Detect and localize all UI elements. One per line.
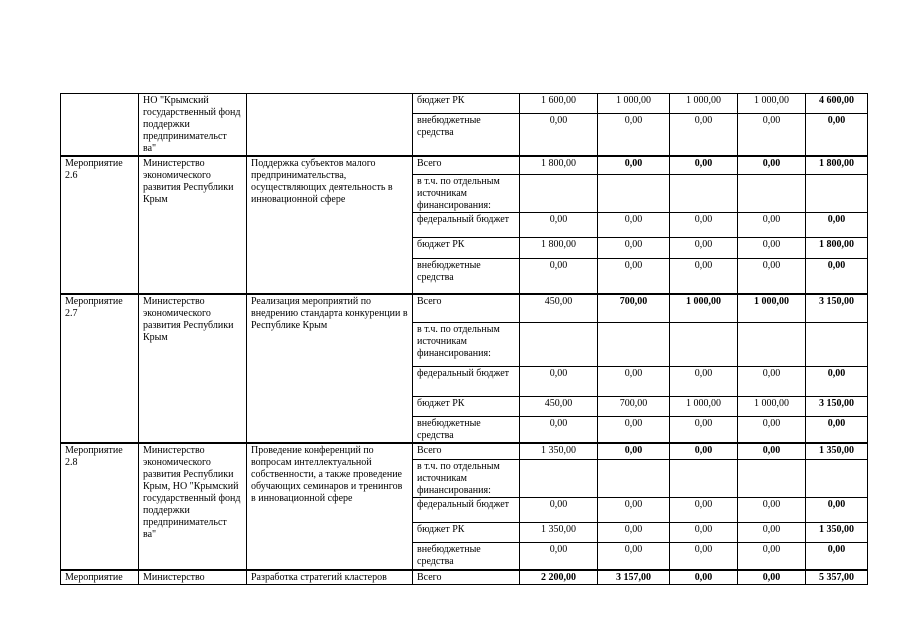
value-cell: 2 200,00 [520,570,598,585]
funding-source-cell: бюджет РК [413,396,520,416]
value-cell: 0,00 [738,366,806,396]
value-cell: 1 000,00 [738,396,806,416]
funding-source-cell: бюджет РК [413,237,520,258]
value-cell: 0,00 [738,497,806,522]
value-cell: 0,00 [520,497,598,522]
funding-source-cell: в т.ч. по отдельным источникам финансирования: [413,174,520,212]
table-row [61,294,868,322]
total-cell: 0,00 [806,258,868,294]
value-cell: 1 350,00 [520,443,598,459]
value-cell [738,174,806,212]
total-cell: 0,00 [806,416,868,443]
value-cell: 1 000,00 [670,396,738,416]
value-cell: 700,00 [598,294,670,322]
value-cell: 0,00 [598,212,670,237]
value-cell [738,322,806,366]
total-cell: 0,00 [806,366,868,396]
value-cell: 0,00 [738,258,806,294]
value-cell [670,459,738,497]
value-cell: 1 000,00 [738,294,806,322]
value-cell [738,459,806,497]
funding-source-cell: федеральный бюджет [413,497,520,522]
funding-source-cell: внебюджетные средства [413,258,520,294]
description-cell: Разработка стратегий кластеров [247,570,413,585]
value-cell [520,174,598,212]
value-cell: 0,00 [598,522,670,542]
value-cell: 0,00 [738,522,806,542]
funding-table [60,93,868,585]
value-cell: 0,00 [670,443,738,459]
table-row [61,156,868,174]
value-cell: 0,00 [738,114,806,156]
description-cell: Реализация мероприятий по внедрению стандарта конкуренции в Республике Крым [247,294,413,443]
measure-name-cell [61,94,139,157]
total-cell [806,459,868,497]
value-cell: 450,00 [520,294,598,322]
value-cell: 0,00 [670,212,738,237]
funding-source-cell: Всего [413,294,520,322]
value-cell: 0,00 [670,497,738,522]
funding-source-cell: федеральный бюджет [413,212,520,237]
executor-cell: НО "Крымский государственный фонд поддержки предпринимательст ва" [139,94,247,157]
value-cell [598,459,670,497]
value-cell: 0,00 [598,156,670,174]
executor-cell: Министерство экономического развития Республики Крым, НО "Крымский государственный фонд поддержки предпринимательст ва" [139,443,247,570]
value-cell: 1 600,00 [520,94,598,114]
funding-source-cell: в т.ч. по отдельным источникам финансирования: [413,322,520,366]
total-cell: 0,00 [806,497,868,522]
value-cell [598,174,670,212]
value-cell: 0,00 [670,366,738,396]
value-cell: 0,00 [520,416,598,443]
value-cell: 0,00 [670,258,738,294]
total-cell: 1 350,00 [806,443,868,459]
value-cell [670,322,738,366]
value-cell: 1 800,00 [520,237,598,258]
measure-name-cell: Мероприятие 2.8 [61,443,139,570]
total-cell: 1 800,00 [806,156,868,174]
funding-source-cell: Всего [413,156,520,174]
total-cell: 0,00 [806,542,868,570]
total-cell: 1 350,00 [806,522,868,542]
value-cell: 0,00 [598,366,670,396]
executor-cell: Министерство экономического развития Республики Крым [139,294,247,443]
value-cell: 0,00 [598,542,670,570]
table-row [61,570,868,585]
value-cell: 1 350,00 [520,522,598,542]
executor-cell: Министерство [139,570,247,585]
value-cell: 0,00 [598,114,670,156]
description-cell: Проведение конференций по вопросам интеллектуальной собственности, а также проведение обучающих семинаров и тренингов в инновационной сфере [247,443,413,570]
value-cell: 0,00 [520,258,598,294]
value-cell: 0,00 [670,542,738,570]
total-cell: 0,00 [806,212,868,237]
value-cell: 1 000,00 [670,94,738,114]
value-cell: 0,00 [670,416,738,443]
value-cell: 0,00 [520,542,598,570]
funding-source-cell: бюджет РК [413,522,520,542]
value-cell: 1 800,00 [520,156,598,174]
value-cell: 0,00 [738,212,806,237]
funding-source-cell: федеральный бюджет [413,366,520,396]
value-cell: 0,00 [670,237,738,258]
value-cell: 0,00 [598,237,670,258]
value-cell: 450,00 [520,396,598,416]
value-cell: 1 000,00 [670,294,738,322]
total-cell: 3 150,00 [806,294,868,322]
total-cell [806,174,868,212]
value-cell: 0,00 [598,443,670,459]
value-cell [520,322,598,366]
funding-source-cell: в т.ч. по отдельным источникам финансирования: [413,459,520,497]
value-cell: 3 157,00 [598,570,670,585]
funding-source-cell: Всего [413,570,520,585]
total-cell: 5 357,00 [806,570,868,585]
total-cell: 1 800,00 [806,237,868,258]
description-cell [247,94,413,157]
value-cell: 0,00 [738,570,806,585]
value-cell [670,174,738,212]
measure-name-cell: Мероприятие 2.6 [61,156,139,294]
value-cell: 0,00 [738,443,806,459]
value-cell: 0,00 [738,156,806,174]
total-cell: 3 150,00 [806,396,868,416]
description-cell: Поддержка субъектов малого предпринимательства, осуществляющих деятельность в инновационной сфере [247,156,413,294]
value-cell: 0,00 [520,212,598,237]
value-cell: 0,00 [598,497,670,522]
value-cell: 0,00 [598,258,670,294]
measure-name-cell: Мероприятие [61,570,139,585]
value-cell: 0,00 [520,366,598,396]
total-cell: 4 600,00 [806,94,868,114]
value-cell: 1 000,00 [598,94,670,114]
value-cell: 0,00 [670,522,738,542]
funding-source-cell: внебюджетные средства [413,542,520,570]
value-cell: 0,00 [520,114,598,156]
funding-source-cell: внебюджетные средства [413,416,520,443]
funding-source-cell: бюджет РК [413,94,520,114]
table-row [61,94,868,114]
value-cell: 0,00 [670,156,738,174]
funding-source-cell: Всего [413,443,520,459]
measure-name-cell: Мероприятие 2.7 [61,294,139,443]
value-cell: 0,00 [670,114,738,156]
value-cell: 1 000,00 [738,94,806,114]
value-cell [520,459,598,497]
value-cell: 0,00 [738,237,806,258]
table-row [61,443,868,459]
executor-cell: Министерство экономического развития Республики Крым [139,156,247,294]
value-cell: 0,00 [738,416,806,443]
value-cell: 0,00 [598,416,670,443]
value-cell: 0,00 [738,542,806,570]
total-cell [806,322,868,366]
value-cell: 0,00 [670,570,738,585]
total-cell: 0,00 [806,114,868,156]
value-cell: 700,00 [598,396,670,416]
value-cell [598,322,670,366]
funding-source-cell: внебюджетные средства [413,114,520,156]
